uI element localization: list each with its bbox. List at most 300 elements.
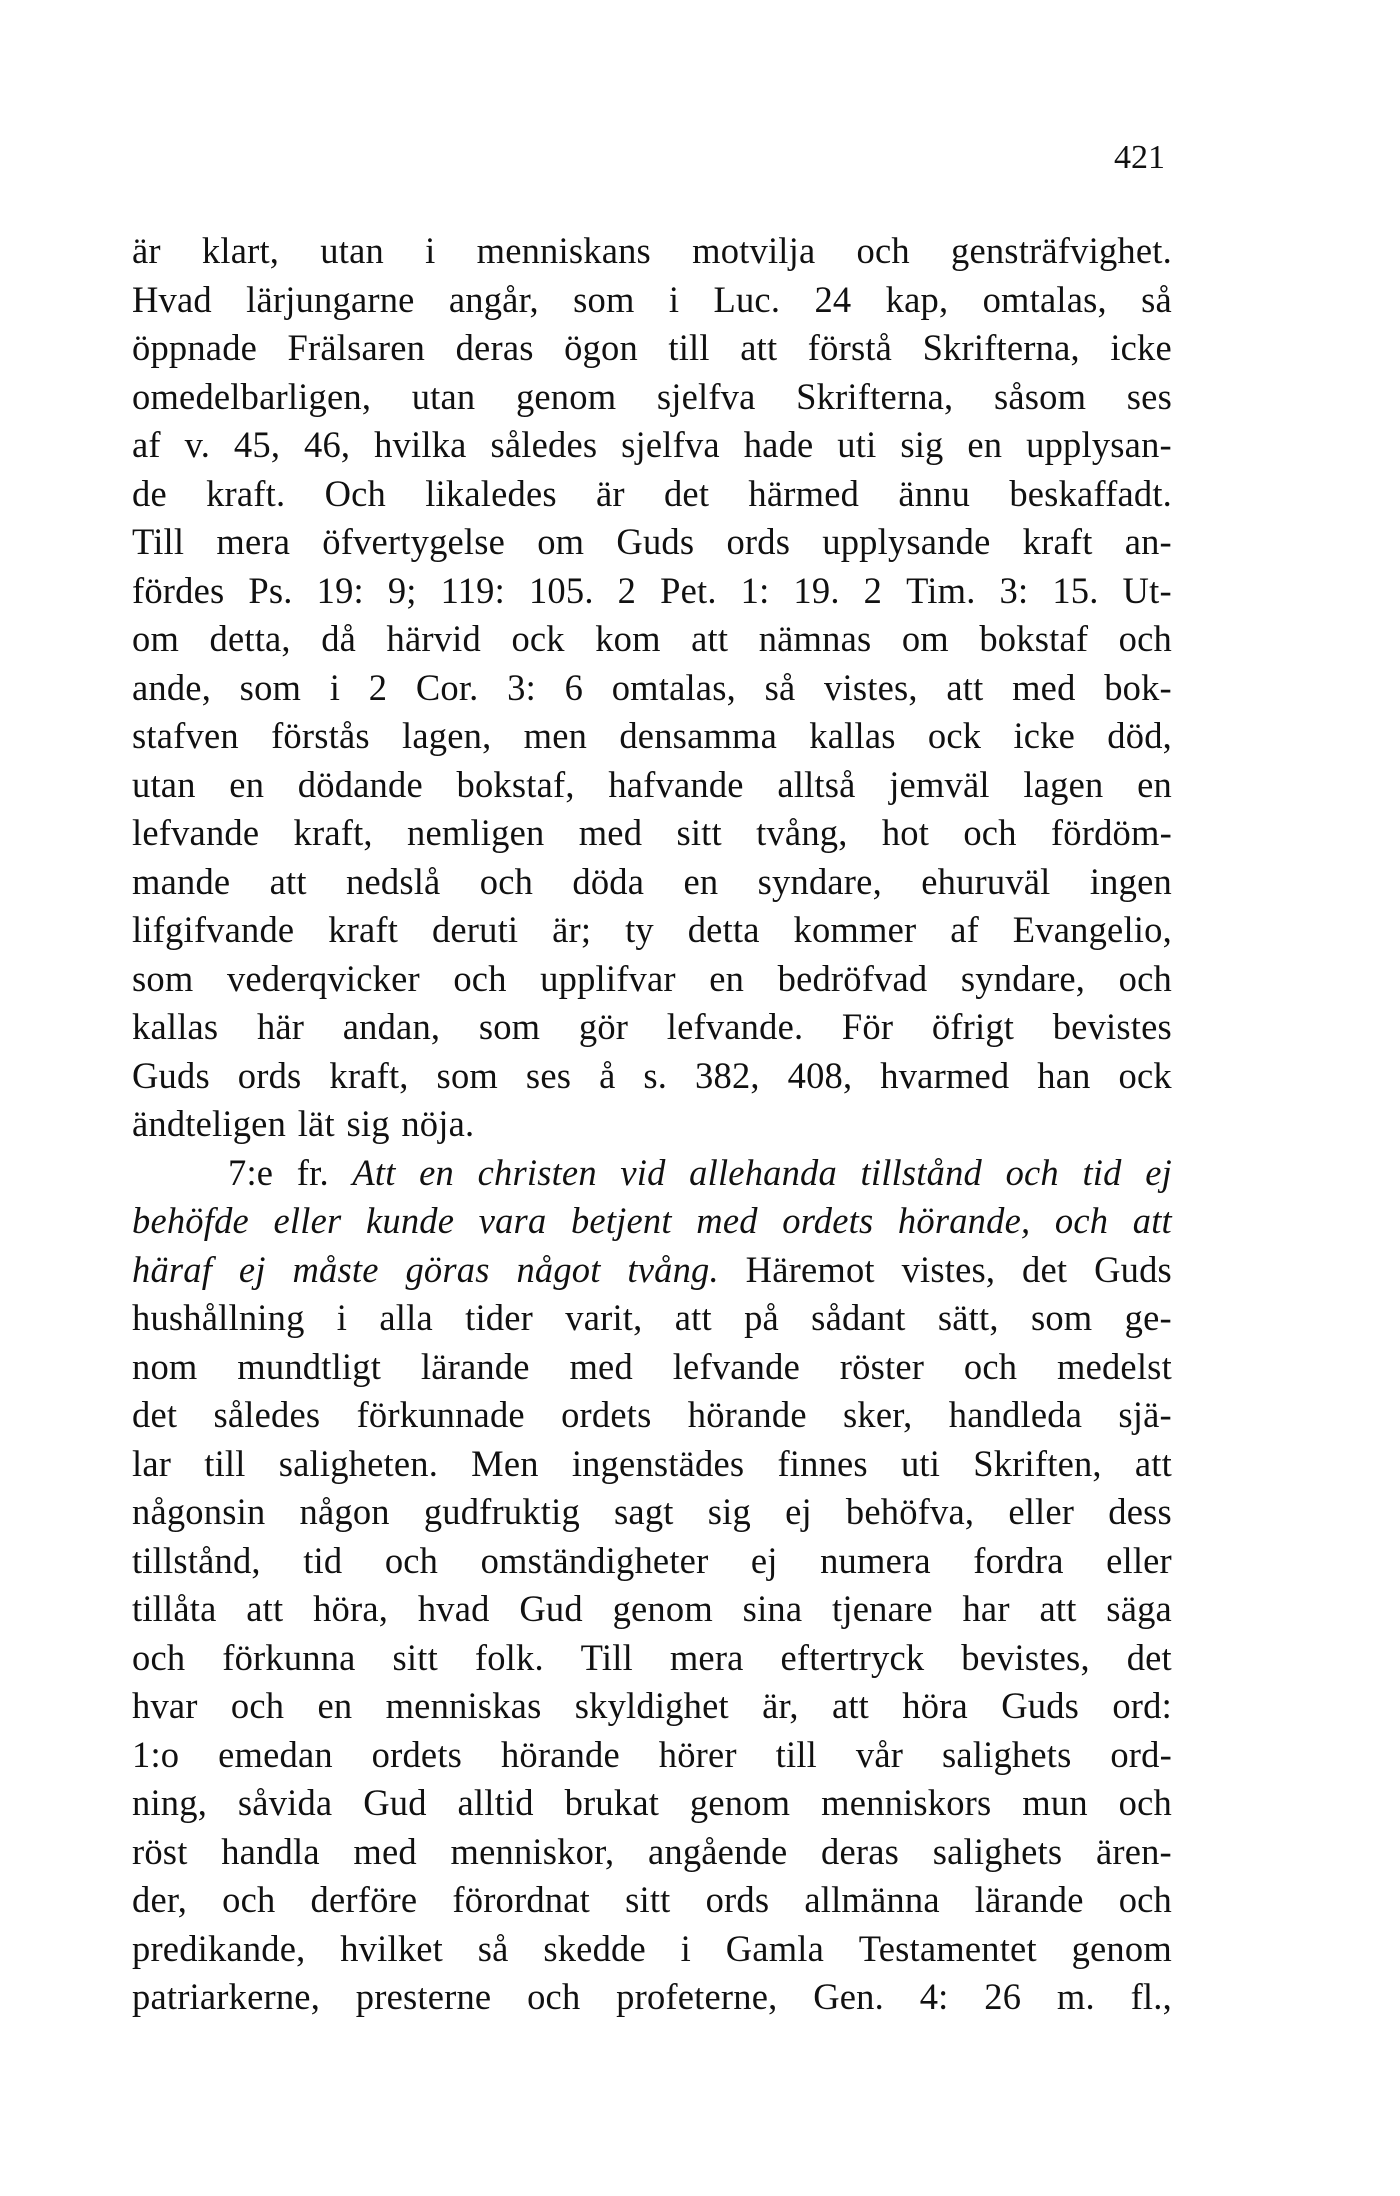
word: så — [477, 1927, 509, 1969]
word: kunde — [365, 1200, 455, 1241]
word: uti — [900, 1442, 941, 1484]
word: död, — [1107, 715, 1172, 756]
word: lar — [132, 1442, 172, 1484]
word: eller — [1008, 1491, 1075, 1532]
text-line — [132, 1585, 1172, 1634]
word: detta, — [209, 618, 291, 659]
word: andan, — [342, 1006, 441, 1047]
word: der, — [132, 1879, 188, 1920]
word: medelst — [1056, 1345, 1172, 1387]
word: tvång, — [756, 812, 848, 853]
word: Tim. — [906, 569, 976, 611]
word: ögon — [564, 327, 638, 368]
word: med — [569, 1345, 633, 1387]
word: 3: — [999, 569, 1029, 611]
word: genom — [612, 1588, 713, 1629]
word: 119: — [440, 569, 505, 611]
word: att — [946, 666, 984, 708]
word: såvida — [237, 1782, 333, 1823]
word: varit, — [565, 1297, 643, 1338]
word: ären- — [1095, 1830, 1172, 1872]
word: lagen, — [402, 715, 492, 756]
word: mundtligt — [237, 1345, 382, 1387]
word: 46, — [304, 424, 351, 465]
word: vederqvicker — [226, 957, 420, 999]
word: nämnas — [758, 618, 872, 659]
word: omständigheter — [480, 1539, 709, 1581]
word: 2 — [863, 569, 883, 611]
word: Till — [580, 1636, 633, 1678]
word: något — [516, 1248, 601, 1290]
word: salighets — [932, 1830, 1063, 1872]
text-line — [132, 567, 1172, 616]
word: som — [239, 666, 302, 708]
word: det — [1126, 1636, 1172, 1678]
text-line — [132, 1973, 1172, 2022]
word: kallas — [132, 1006, 219, 1047]
word: jemväl — [889, 763, 990, 805]
word: fordra — [973, 1539, 1064, 1581]
word: 105. — [528, 569, 594, 611]
word: alltså — [777, 763, 856, 805]
text-line — [132, 1246, 1172, 1295]
word: göras — [405, 1248, 490, 1290]
word: ändteligen — [132, 1103, 287, 1144]
word: behöfva, — [845, 1491, 975, 1532]
word: förstås — [271, 715, 370, 756]
word: mera — [216, 521, 291, 562]
word: emedan — [218, 1733, 333, 1775]
word: en — [967, 424, 1003, 465]
word: saligheten. — [278, 1442, 439, 1484]
word: hörer — [658, 1733, 737, 1775]
text-line — [132, 858, 1172, 907]
word: han — [1037, 1054, 1091, 1096]
text-line — [132, 955, 1172, 1004]
word: dess — [1108, 1491, 1172, 1532]
word: uti — [837, 424, 877, 465]
word: Evangelio, — [1012, 909, 1172, 950]
word: Gud — [519, 1588, 583, 1629]
text-line — [132, 1925, 1172, 1974]
word: ock — [927, 715, 982, 756]
word: allehanda — [689, 1151, 837, 1193]
word: härmed — [748, 472, 860, 514]
word: således — [213, 1394, 321, 1435]
word: ehuruväl — [921, 860, 1051, 902]
word: röst — [132, 1830, 188, 1872]
word: omtalas, — [611, 666, 736, 708]
word: förkunna — [222, 1636, 356, 1678]
word: ses — [525, 1054, 572, 1096]
word: Guds — [616, 521, 695, 562]
word: Pet. — [660, 569, 717, 611]
word: tillstånd — [860, 1151, 982, 1193]
word: ej — [750, 1539, 778, 1581]
word: någonsin — [132, 1491, 266, 1532]
word: 382, — [695, 1054, 760, 1096]
word: således — [490, 424, 598, 465]
word: en — [1137, 763, 1172, 805]
word: mun — [1022, 1782, 1088, 1823]
word: med — [578, 812, 643, 853]
word: ingen — [1089, 860, 1172, 902]
word: icke — [1013, 715, 1076, 756]
word: lefvande — [672, 1345, 800, 1387]
word: nöja. — [401, 1103, 475, 1144]
word: och — [963, 1345, 1018, 1387]
word: ock — [511, 618, 565, 659]
word: 1:o — [132, 1733, 180, 1775]
word: hvilket — [340, 1927, 444, 1969]
text-line — [132, 227, 1172, 276]
word: För — [841, 1006, 894, 1047]
word: fördöm- — [1050, 812, 1172, 853]
word: upplysan- — [1026, 424, 1172, 465]
word: 2 — [368, 666, 388, 708]
word: hade — [743, 424, 814, 465]
word: ej — [1145, 1151, 1172, 1193]
word: vid — [620, 1151, 666, 1193]
word: upplysande — [822, 521, 991, 562]
text-line — [132, 712, 1172, 761]
word: Till — [132, 521, 185, 562]
word: Guds — [1094, 1248, 1172, 1290]
word: christen — [477, 1151, 597, 1193]
word: är — [132, 230, 161, 271]
word: och — [222, 1879, 276, 1920]
word: en — [229, 763, 265, 805]
word: det — [132, 1394, 178, 1435]
word: genom — [1071, 1927, 1172, 1969]
word: att — [831, 1685, 870, 1726]
word: menniskas — [385, 1685, 542, 1726]
word: af — [950, 909, 979, 950]
text-line — [132, 421, 1172, 470]
text-line — [132, 1488, 1172, 1537]
word: 408, — [787, 1054, 853, 1096]
word: lärjungarne — [246, 278, 415, 320]
word: gör — [578, 1006, 629, 1047]
word: vistes, — [824, 666, 918, 708]
word: Cor. — [415, 666, 479, 708]
word: sådant — [811, 1297, 906, 1338]
word: ej — [238, 1248, 266, 1290]
word: och — [1118, 957, 1172, 999]
word: om — [901, 618, 949, 659]
word: hvad — [417, 1588, 490, 1629]
word: salighets — [941, 1733, 1072, 1775]
word: och — [132, 1636, 186, 1678]
word: kraft, — [329, 1054, 409, 1096]
word: 45, — [233, 424, 281, 465]
word: att — [691, 618, 729, 659]
word: eftertryck — [780, 1636, 925, 1678]
word: an- — [1124, 521, 1172, 562]
text-line — [132, 1440, 1172, 1489]
word: ning, — [132, 1782, 208, 1823]
word: och — [856, 230, 910, 271]
word: och — [384, 1539, 439, 1581]
word: med — [696, 1200, 758, 1241]
text-line — [132, 1149, 1172, 1198]
word: sina — [742, 1588, 803, 1629]
word: Ps. — [248, 569, 293, 611]
word: kallas — [809, 715, 896, 756]
word: här — [256, 1006, 305, 1047]
word: genom — [515, 375, 617, 417]
word: deruti — [431, 909, 519, 950]
word: som — [478, 1006, 541, 1047]
text-line — [132, 1682, 1172, 1731]
word: ordets — [782, 1200, 874, 1241]
word: deras — [821, 1830, 900, 1872]
text-line — [132, 1731, 1172, 1780]
word: fördes — [132, 569, 225, 611]
text-line — [132, 1391, 1172, 1440]
word: Frälsaren — [287, 327, 426, 368]
word: hafvande — [608, 763, 744, 805]
word: angår, — [448, 278, 539, 320]
word: som — [132, 957, 194, 999]
word: om — [132, 618, 180, 659]
word: utan — [320, 230, 384, 271]
word: öppnade — [132, 327, 258, 368]
word: och — [1118, 1879, 1172, 1920]
word: alltid — [457, 1782, 534, 1823]
word: utan — [411, 375, 476, 417]
word: och — [527, 1976, 581, 2017]
text-line — [132, 1052, 1172, 1101]
word: ordets — [561, 1394, 652, 1435]
word: kraft, — [293, 812, 373, 853]
word: ses — [1126, 375, 1172, 417]
text-line — [132, 1634, 1172, 1683]
word: 6 — [564, 666, 584, 708]
word: sitt — [676, 812, 722, 853]
word: Ut- — [1122, 569, 1172, 611]
word: 19. — [793, 569, 840, 611]
word: 19: — [316, 569, 364, 611]
word: sitt — [625, 1879, 671, 1920]
text-line — [132, 324, 1172, 373]
word: bevistes, — [961, 1636, 1090, 1678]
word: ordets — [371, 1733, 463, 1775]
word: klart, — [201, 230, 280, 271]
word: på — [744, 1297, 779, 1338]
word: Guds — [1001, 1685, 1080, 1726]
word: genom — [689, 1782, 791, 1823]
word: lifgifvande — [132, 909, 295, 950]
word: kraft — [328, 909, 399, 950]
word: att — [269, 860, 307, 902]
word: och — [1054, 1200, 1109, 1241]
word: 4: — [919, 1976, 949, 2017]
word: gudfruktig — [423, 1491, 580, 1532]
text-line — [132, 1343, 1172, 1392]
word: bokstaf, — [456, 763, 575, 805]
word: sjä- — [1118, 1394, 1172, 1435]
word: att — [674, 1297, 712, 1338]
word: hörande, — [897, 1200, 1031, 1241]
word: handleda — [948, 1394, 1083, 1435]
word: numera — [820, 1539, 931, 1581]
word: 15. — [1052, 569, 1099, 611]
word: derföre — [310, 1879, 418, 1920]
word: brukat — [564, 1782, 660, 1823]
word: såsom — [993, 375, 1087, 417]
word: finnes — [777, 1442, 868, 1484]
word: 1: — [740, 569, 770, 611]
word: ord- — [1110, 1733, 1172, 1775]
word: lefvande. — [666, 1006, 804, 1047]
word: omtalas, — [982, 278, 1107, 320]
word: i — [680, 1927, 691, 1969]
word: m. — [1056, 1976, 1095, 2017]
word: ingenstädes — [571, 1442, 745, 1484]
word: ords — [237, 1054, 302, 1096]
text-line — [132, 1779, 1172, 1828]
word: eller — [273, 1200, 342, 1241]
word: ords — [726, 521, 791, 562]
word: röster — [839, 1345, 925, 1387]
word: menniskors — [821, 1782, 992, 1823]
word: icke — [1110, 327, 1172, 368]
word: handla — [221, 1830, 320, 1872]
word: dödande — [297, 763, 423, 805]
word: lärande — [420, 1345, 530, 1387]
word: tvång. — [627, 1248, 719, 1290]
word: skedde — [543, 1927, 646, 1969]
word: Gen. — [813, 1976, 884, 2017]
word: motvilja — [692, 230, 816, 271]
word: förkunnade — [356, 1394, 525, 1435]
word: är — [595, 472, 625, 514]
word: 26 — [984, 1976, 1022, 2017]
word: bedröfvad — [777, 957, 928, 999]
word: detta — [687, 909, 760, 950]
word: till — [775, 1733, 818, 1775]
text-line — [132, 1828, 1172, 1877]
word: tillåta — [132, 1588, 217, 1629]
word: v. — [184, 424, 211, 465]
word: betjent — [570, 1200, 672, 1241]
word: med — [1012, 666, 1076, 708]
word: predikande, — [132, 1927, 306, 1969]
word: vara — [478, 1200, 547, 1241]
word: med — [353, 1830, 417, 1872]
word: folk. — [474, 1636, 544, 1678]
word: och — [1118, 1782, 1172, 1823]
text-line — [132, 664, 1172, 713]
word: att — [1134, 1442, 1172, 1484]
word: hot — [881, 812, 930, 853]
page-number: 421 — [1114, 139, 1165, 176]
word: behöfde — [132, 1200, 249, 1241]
word: Häremot — [745, 1248, 875, 1290]
word: till — [668, 327, 710, 368]
word: sagt — [614, 1491, 674, 1532]
text-line — [132, 906, 1172, 955]
word: allmänna — [804, 1879, 940, 1920]
word: deras — [455, 327, 534, 368]
word: som — [573, 278, 635, 320]
word: det — [1022, 1248, 1068, 1290]
word: lät — [297, 1103, 335, 1144]
word: hvar — [132, 1685, 198, 1726]
word: att — [1132, 1200, 1172, 1241]
word: som — [436, 1054, 498, 1096]
word: vistes, — [901, 1248, 996, 1290]
text-line — [132, 1100, 1172, 1149]
word: 3: — [507, 666, 536, 708]
text-line — [132, 1003, 1172, 1052]
word: måste — [292, 1248, 379, 1290]
word: skyldighet — [574, 1685, 729, 1726]
word: i — [336, 1297, 348, 1338]
word: att — [740, 327, 778, 368]
word: mande — [132, 860, 231, 902]
word: hörande — [687, 1394, 807, 1435]
word: en — [317, 1685, 353, 1726]
text-line — [132, 809, 1172, 858]
word: sjelfva — [621, 424, 720, 465]
word: att — [1039, 1588, 1077, 1629]
word: tid — [303, 1539, 343, 1581]
word: af — [132, 424, 161, 465]
word: tider — [465, 1297, 533, 1338]
text-line — [132, 1294, 1172, 1343]
word: likaledes — [425, 472, 557, 514]
word: ge- — [1124, 1297, 1172, 1338]
word: häraf — [132, 1248, 213, 1290]
word: är, — [762, 1685, 799, 1726]
word: Luc. — [713, 278, 781, 320]
word: hörande — [500, 1733, 620, 1775]
text-line — [132, 518, 1172, 567]
word: har — [962, 1588, 1010, 1629]
word: ande, — [132, 666, 212, 708]
word: lagen — [1023, 763, 1104, 805]
word: fl., — [1130, 1976, 1172, 2017]
body-text — [132, 227, 1172, 2022]
word: 2 — [617, 569, 637, 611]
word: så — [764, 666, 796, 708]
word: så — [1141, 278, 1172, 320]
word: sig — [346, 1103, 390, 1144]
word: sjelfva — [656, 375, 756, 417]
word: densamma — [619, 715, 778, 756]
word: döda — [572, 860, 645, 902]
word: gensträfvighet. — [951, 230, 1172, 271]
word: och — [963, 812, 1017, 853]
word: höra, — [313, 1588, 389, 1629]
word: härvid — [386, 618, 481, 659]
word: och — [479, 860, 534, 902]
word: och — [1005, 1151, 1059, 1193]
word: hvarmed — [880, 1054, 1010, 1096]
word: som — [1030, 1297, 1093, 1338]
word: och — [230, 1685, 285, 1726]
word: öfvertygelse — [322, 521, 506, 562]
word: hvilka — [374, 424, 467, 465]
word: men — [523, 715, 588, 756]
word: de — [132, 472, 167, 514]
word: till — [204, 1442, 246, 1484]
text-line — [132, 1537, 1172, 1586]
word: hushållning — [132, 1297, 305, 1338]
word: menniskans — [476, 230, 651, 271]
